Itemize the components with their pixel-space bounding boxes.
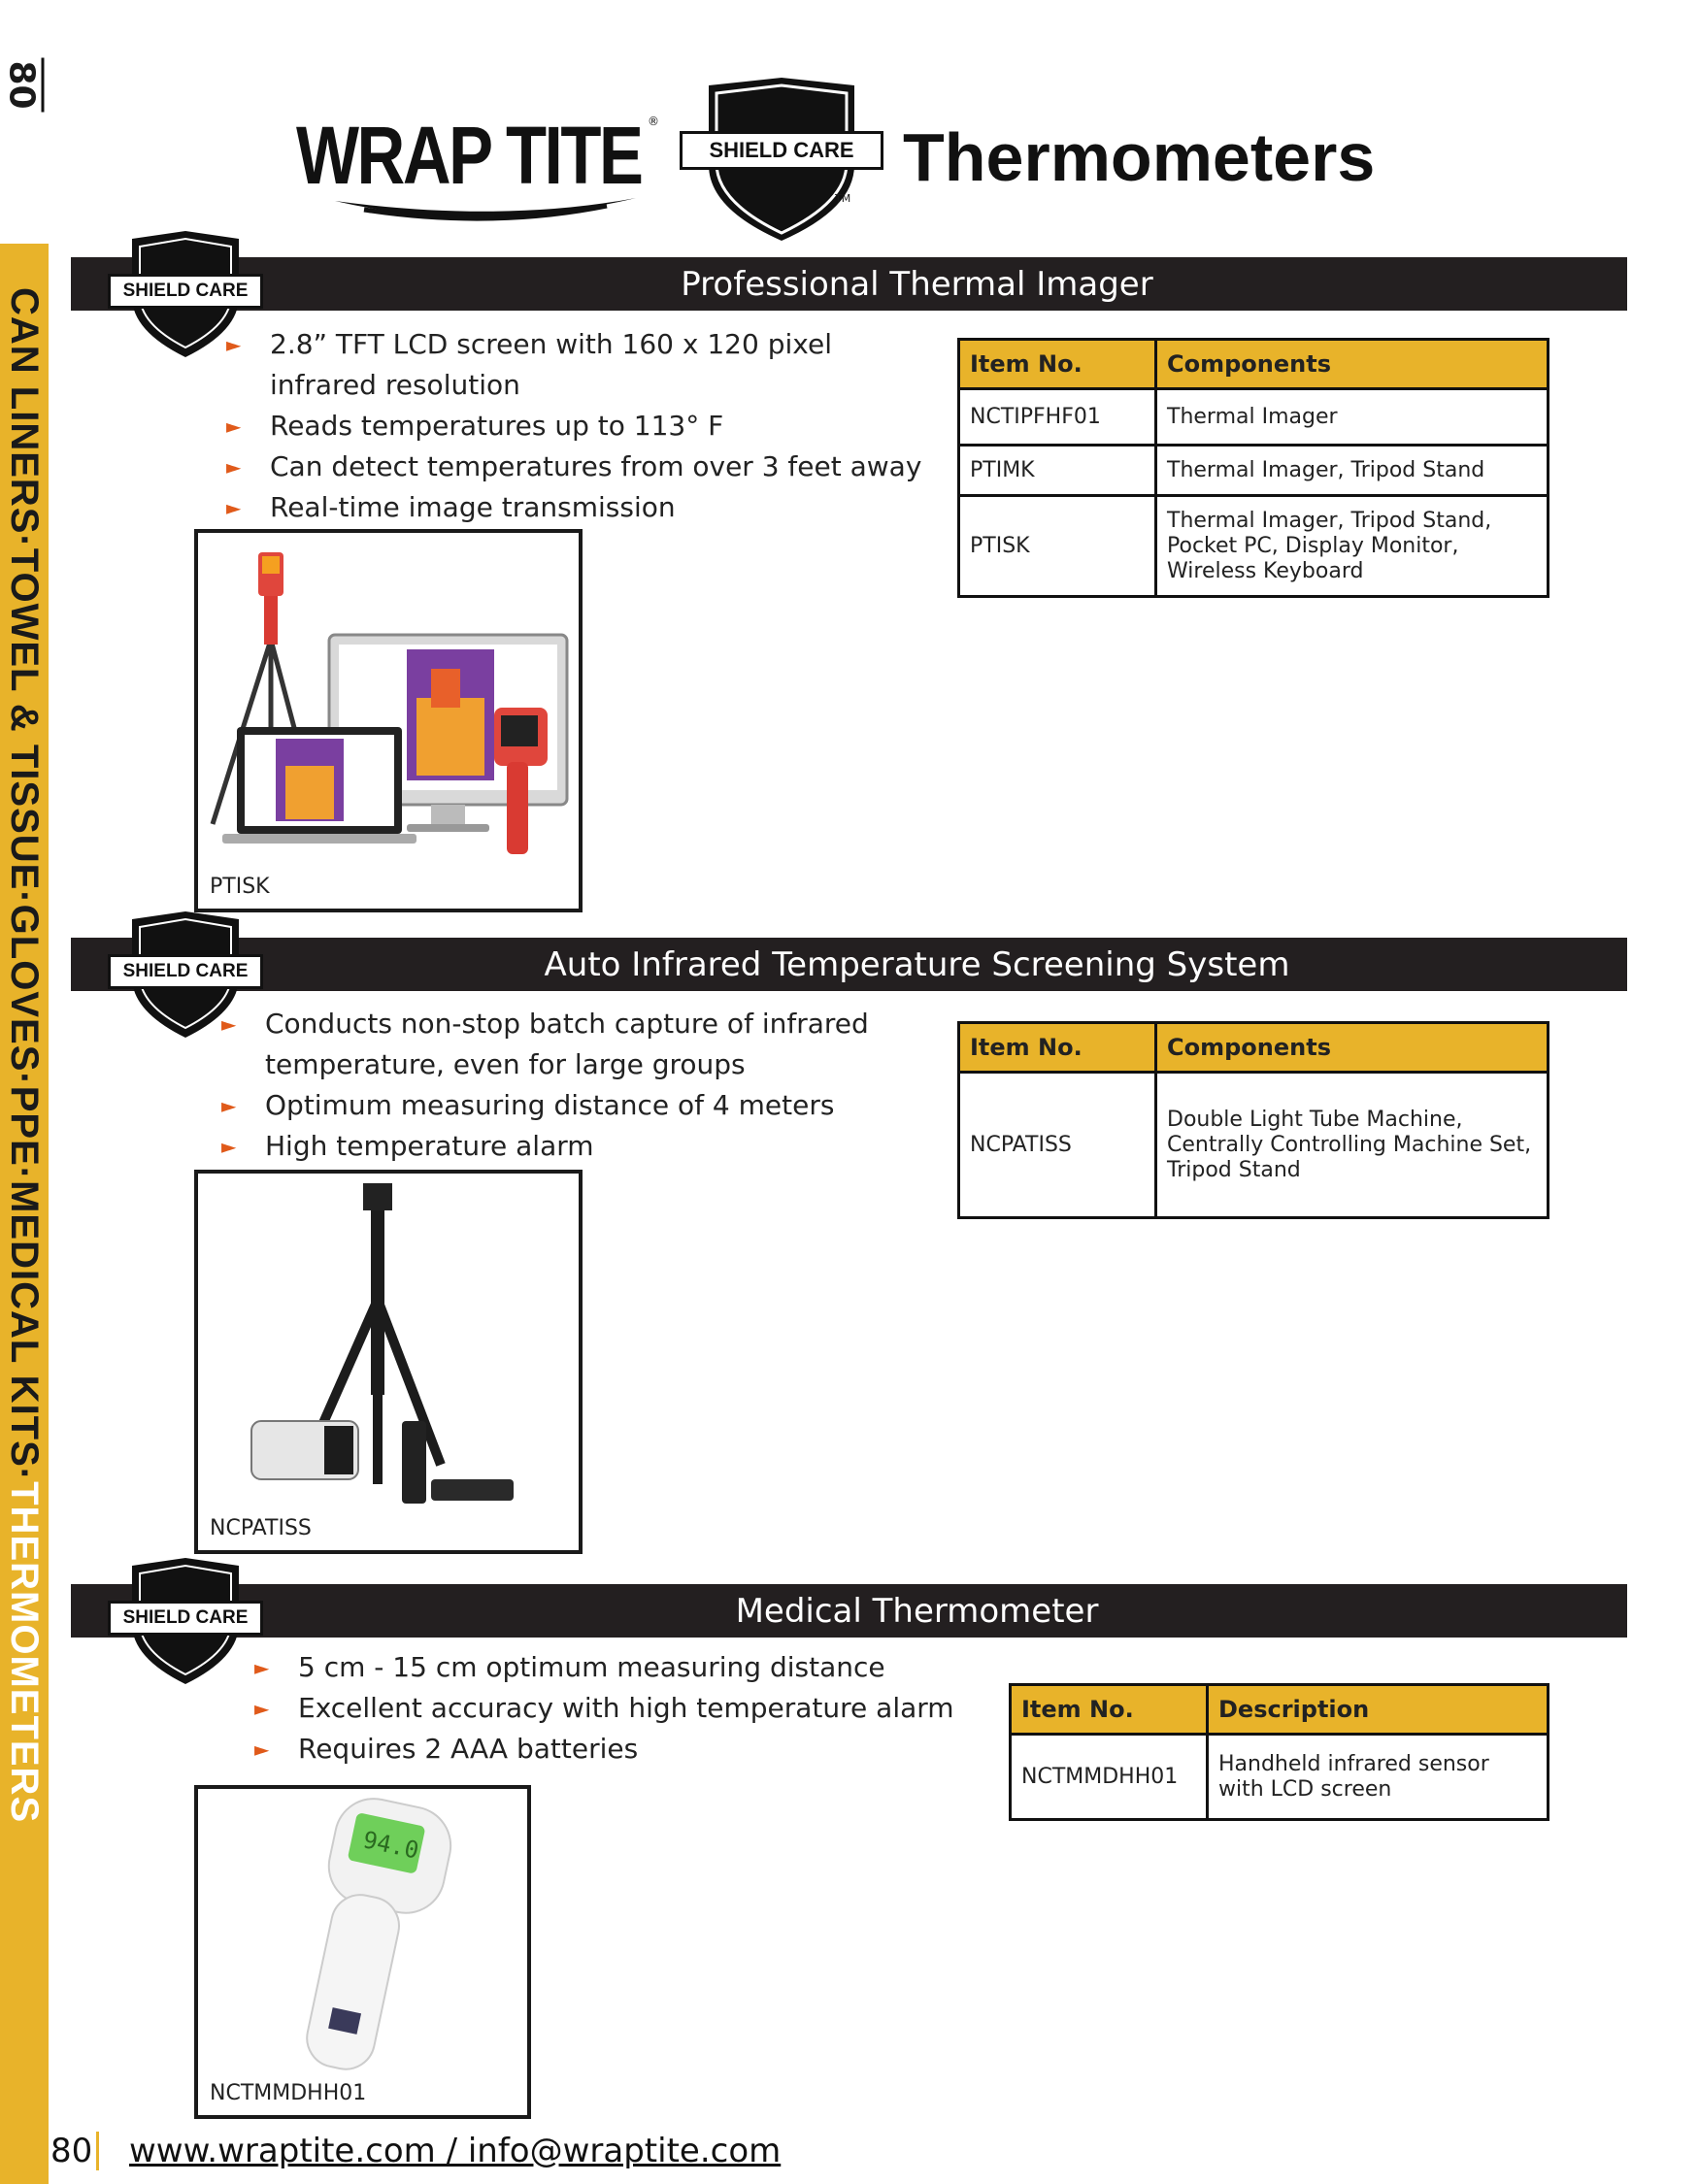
bullet-arrow-icon: ► <box>221 1135 237 1158</box>
components-table <box>957 338 1549 598</box>
bullet-arrow-icon: ► <box>254 1737 270 1761</box>
photo-caption: PTISK <box>210 875 270 899</box>
photo-caption: NCTMMDHH01 <box>210 2081 367 2105</box>
column-header-item-no: Item No. <box>959 1023 1156 1073</box>
side-category-ppe[interactable]: PPE <box>3 1085 47 1167</box>
side-category-gloves[interactable]: GLOVES <box>3 904 47 1073</box>
feature-list <box>254 1647 992 1770</box>
photo-caption: NCPATISS <box>210 1516 312 1540</box>
components-cell: Thermal Imager, Tripod Stand <box>1156 446 1549 496</box>
column-header-description: Description <box>1208 1685 1549 1735</box>
screening-system-illustration <box>198 1174 579 1504</box>
section-bar-medical-thermometer <box>71 1584 1627 1638</box>
item-number-cell: PTISK <box>959 496 1156 597</box>
table-row <box>959 389 1549 446</box>
table-header-row <box>1011 1685 1549 1735</box>
side-category-tab <box>0 244 49 2184</box>
bullet-arrow-icon: ► <box>226 414 242 438</box>
table-row <box>959 496 1549 597</box>
description-table <box>1009 1683 1549 1821</box>
product-photo-ptisk <box>194 529 583 912</box>
side-separator: · <box>3 1166 47 1181</box>
bullet-arrow-icon: ► <box>254 1697 270 1720</box>
bullet-arrow-icon: ► <box>226 496 242 519</box>
column-header-item-no: Item No. <box>959 340 1156 389</box>
bullet-arrow-icon: ► <box>221 1012 237 1036</box>
page-number-top-text: 80 <box>0 58 45 113</box>
header-shield-label: SHIELD CARE <box>680 131 883 170</box>
page-number-top <box>0 56 43 115</box>
bullet-arrow-icon: ► <box>226 333 242 356</box>
section-bar-screening-system <box>71 938 1627 991</box>
section-bar-thermal-imager <box>71 257 1627 311</box>
section-shield-logo <box>122 1556 249 1692</box>
side-category-text <box>0 244 49 2184</box>
table-row <box>1011 1735 1549 1820</box>
feature-item: ► 2.8” TFT LCD screen with 160 x 120 pixel infrared resolution <box>226 324 925 406</box>
section-shield-label: SHIELD CARE <box>108 1601 263 1636</box>
feature-item: ► Can detect temperatures from over 3 feet away <box>226 447 925 487</box>
table-header-row <box>959 1023 1549 1073</box>
brand-wordmark: WRAP TITE <box>296 110 642 201</box>
feature-item: ► 5 cm - 15 cm optimum measuring distance <box>254 1647 992 1688</box>
feature-list <box>226 324 925 528</box>
bullet-arrow-icon: ► <box>226 455 242 479</box>
page-title: Thermometers <box>903 119 1376 195</box>
item-number-cell: NCTIPFHF01 <box>959 389 1156 446</box>
footer-page-number: 80 <box>50 2132 99 2170</box>
header-shield-logo <box>680 78 883 243</box>
column-header-components: Components <box>1156 340 1549 389</box>
feature-item: ► Excellent accuracy with high temperature alarm <box>254 1688 992 1729</box>
device-reading: 94.0 <box>360 1826 421 1865</box>
column-header-components: Components <box>1156 1023 1549 1073</box>
section-title: Professional Thermal Imager <box>681 264 1153 304</box>
feature-list <box>221 1004 901 1167</box>
feature-item: ► Conducts non-stop batch capture of infrared temperature, even for large groups <box>221 1004 901 1085</box>
side-separator: · <box>3 534 47 548</box>
bullet-arrow-icon: ► <box>254 1656 270 1679</box>
footer-contact-link[interactable]: www.wraptite.com / info@wraptite.com <box>129 2132 782 2170</box>
thermal-imager-kit-illustration <box>198 533 579 863</box>
side-separator: · <box>3 1467 47 1482</box>
product-photo-ncpatiss <box>194 1170 583 1554</box>
section-title: Medical Thermometer <box>735 1591 1099 1631</box>
components-cell: Thermal Imager <box>1156 389 1549 446</box>
wraptite-logo <box>296 109 665 225</box>
item-number-cell: NCTMMDHH01 <box>1011 1735 1208 1820</box>
components-cell: Thermal Imager, Tripod Stand, Pocket PC, Display Monitor, Wireless Keyboard <box>1156 496 1549 597</box>
table-header-row <box>959 340 1549 389</box>
feature-item: ► High temperature alarm <box>221 1126 901 1167</box>
table-row <box>959 1073 1549 1218</box>
product-photo-nctmmdhh01 <box>194 1785 531 2119</box>
header-shield-tm: TM <box>835 192 851 205</box>
feature-item: ► Real-time image transmission <box>226 487 925 528</box>
section-title: Auto Infrared Temperature Screening System <box>544 944 1290 984</box>
bullet-arrow-icon: ► <box>221 1094 237 1117</box>
side-category-medical-kits[interactable]: MEDICAL KITS <box>3 1180 47 1468</box>
side-category-can-liners[interactable]: CAN LINERS <box>3 287 47 535</box>
feature-item: ► Optimum measuring distance of 4 meters <box>221 1085 901 1126</box>
side-category-thermometers[interactable]: THERMOMETERS <box>3 1481 47 1824</box>
side-separator: · <box>3 890 47 905</box>
item-number-cell: PTIMK <box>959 446 1156 496</box>
components-cell: Double Light Tube Machine, Centrally Controlling Machine Set, Tripod Stand <box>1156 1073 1549 1218</box>
column-header-item-no: Item No. <box>1011 1685 1208 1735</box>
brand-registered-mark: ® <box>648 115 659 128</box>
side-separator: · <box>3 1072 47 1086</box>
table-row <box>959 446 1549 496</box>
feature-item: ► Requires 2 AAA batteries <box>254 1729 992 1770</box>
item-number-cell: NCPATISS <box>959 1073 1156 1218</box>
section-shield-label: SHIELD CARE <box>108 954 263 989</box>
side-category-towel-tissue[interactable]: TOWEL & TISSUE <box>3 547 47 891</box>
feature-item: ► Reads temperatures up to 113° F <box>226 406 925 447</box>
components-table <box>957 1021 1549 1219</box>
medical-thermometer-illustration <box>198 1789 527 2080</box>
section-shield-label: SHIELD CARE <box>108 274 263 309</box>
description-cell: Handheld infrared sensor with LCD screen <box>1208 1735 1549 1820</box>
